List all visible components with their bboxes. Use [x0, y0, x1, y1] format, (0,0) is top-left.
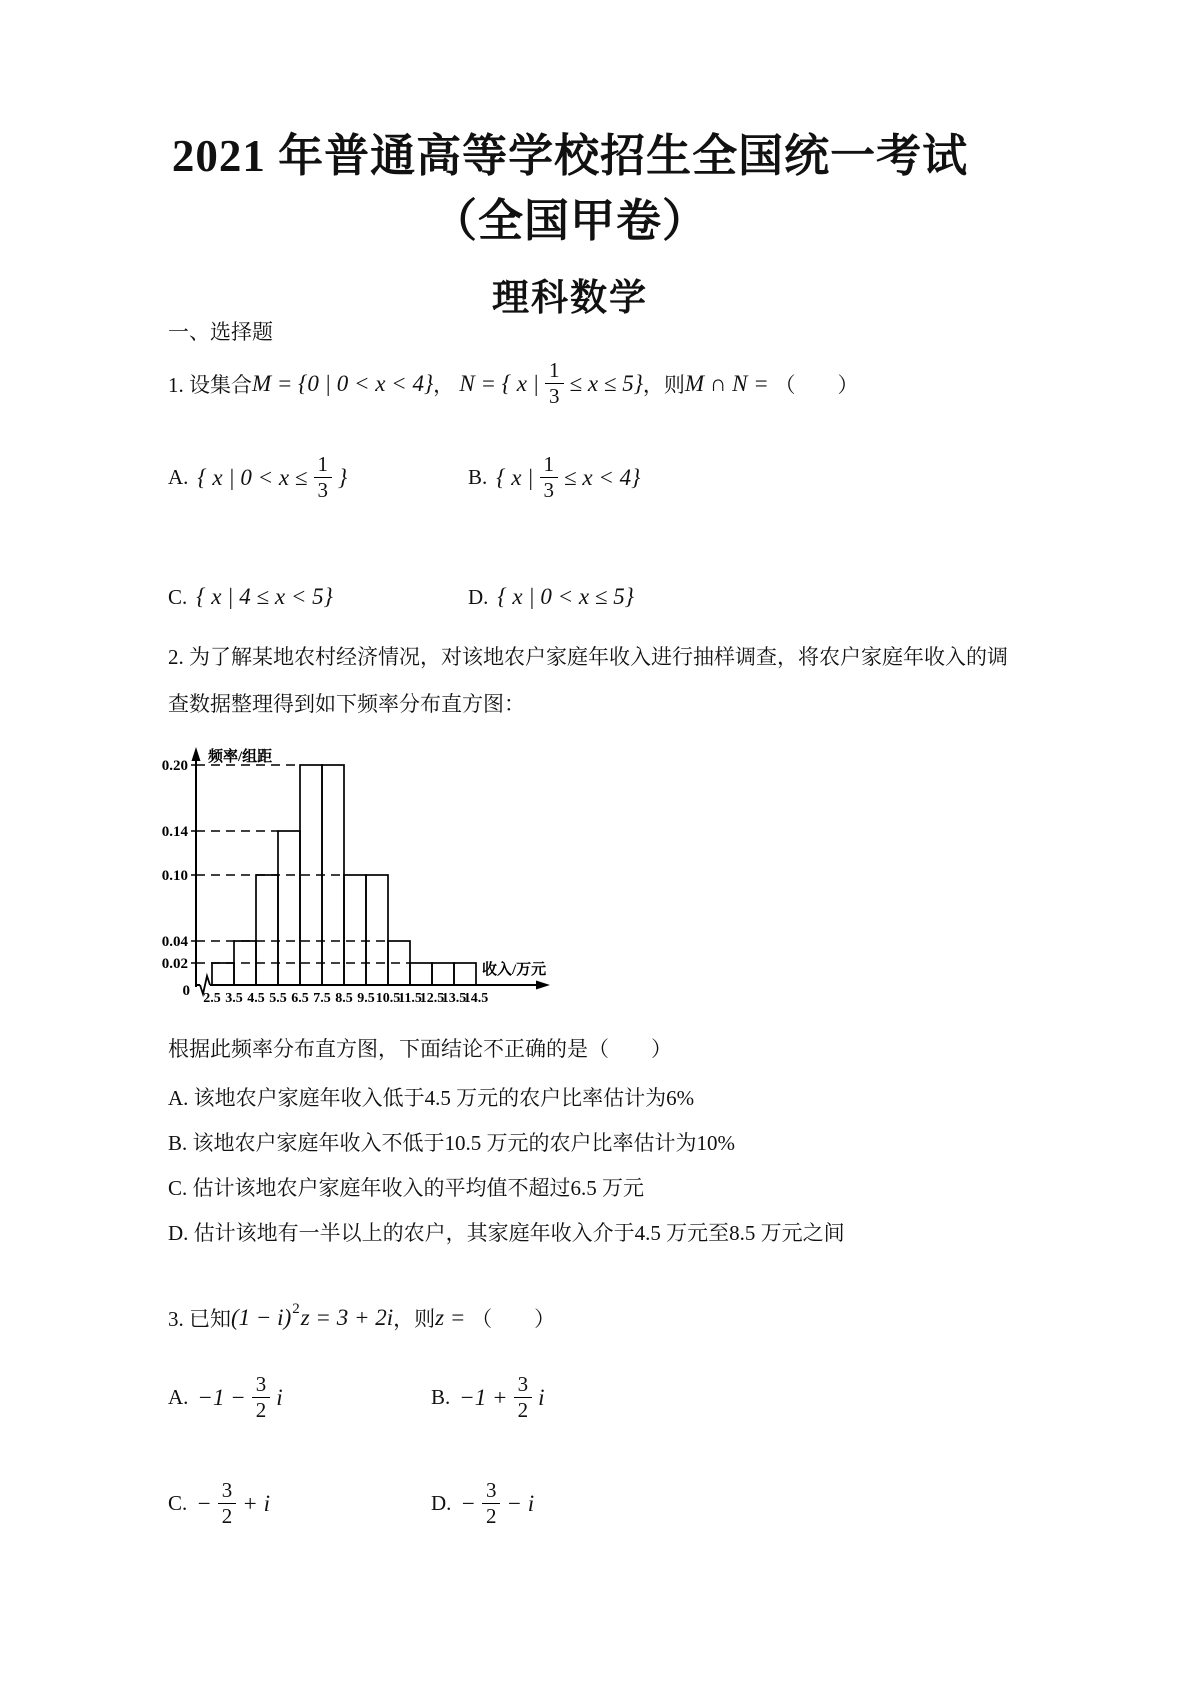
q3-option-d: [431, 1478, 534, 1529]
option-a-label: A.: [168, 1385, 189, 1410]
fraction-one-third: [540, 452, 559, 503]
histogram-bar: [366, 875, 388, 985]
q3-option-b-post: i: [538, 1384, 545, 1410]
fraction-denominator: 3: [543, 478, 554, 503]
fraction-numerator: 1: [545, 358, 564, 384]
fraction-numerator: 3: [482, 1478, 501, 1504]
q1-set-m: M = {0 | 0 < x < 4}: [252, 370, 434, 396]
x-tick-label: 8.5: [335, 991, 353, 1006]
q3-z-equals: z =: [435, 1305, 472, 1330]
q1-answer-paren: （ ）: [774, 372, 859, 397]
q1-option-d: [468, 584, 634, 610]
q1-option-b-pre: { x |: [496, 464, 534, 490]
q1-separator: ，: [433, 372, 460, 397]
q3-option-a: [168, 1372, 431, 1423]
x-tick-label: 6.5: [291, 991, 309, 1006]
fraction-denominator: 2: [221, 1504, 233, 1529]
question-2-stem-line2: 查数据整理得到如下频率分布直方图：: [168, 692, 525, 716]
histogram-bar: [344, 875, 366, 985]
fraction-one-third: [314, 452, 333, 503]
question-3-options-ab: [168, 1372, 544, 1423]
x-tick-label: 5.5: [269, 991, 287, 1006]
x-tick-label: 14.5: [463, 991, 489, 1006]
histogram-bar: [212, 963, 234, 985]
y-tick-label: 0.04: [161, 934, 188, 950]
fraction-three-halves: [218, 1478, 237, 1529]
question-3-options-cd: [168, 1478, 534, 1529]
histogram-bar: [278, 831, 300, 985]
fraction-numerator: 1: [314, 452, 333, 478]
q1-option-c-text: { x | 4 ≤ x < 5}: [196, 584, 333, 609]
histogram-bar: [410, 963, 432, 985]
x-tick-label: 9.5: [357, 991, 375, 1006]
question-1-stem: [168, 358, 859, 409]
q1-option-a: [168, 452, 468, 503]
q1-stem-text: 1. 设集合: [168, 372, 252, 397]
fraction-denominator: 3: [549, 384, 560, 409]
fraction-denominator: 2: [517, 1398, 529, 1423]
q3-base-expression: (1 − i): [231, 1305, 292, 1330]
option-b-label: B.: [468, 465, 488, 490]
fraction-numerator: 3: [252, 1372, 271, 1398]
question-1-options-ab: [168, 452, 640, 503]
q2-option-a: A. 该地农户家庭年收入低于4.5 万元的农户比率估计为6%: [168, 1086, 695, 1110]
histogram-svg: [160, 743, 615, 1011]
option-c-label: C.: [168, 1491, 188, 1516]
y-axis-title: 频率/组距: [208, 749, 273, 765]
q1-option-b-post: ≤ x < 4}: [564, 464, 641, 490]
fraction-three-halves: [252, 1372, 271, 1423]
y-tick-label: 0.14: [161, 824, 188, 840]
q3-option-b-pre: −1 +: [459, 1384, 508, 1410]
q3-option-a-pre: −1 −: [197, 1384, 246, 1410]
histogram-bar: [432, 963, 454, 985]
q1-option-c: [168, 584, 468, 610]
q1-option-d-text: { x | 0 < x ≤ 5}: [497, 584, 634, 609]
section-heading: 一、选择题: [168, 320, 273, 344]
exam-title-line2: （全国甲卷）: [431, 196, 708, 247]
q3-answer-paren: （ ）: [471, 1307, 556, 1331]
q2-option-d: D. 估计该地有一半以上的农户，其家庭年收入介于4.5 万元至8.5 万元之间: [168, 1221, 845, 1245]
q1-then-text: ，则: [642, 372, 685, 397]
x-axis-arrow: [536, 981, 550, 990]
q3-option-a-post: i: [276, 1384, 283, 1410]
x-tick-label: 13.5: [441, 991, 467, 1006]
x-tick-label: 7.5: [313, 991, 331, 1006]
y-tick-label: 0.20: [161, 758, 188, 774]
question-1-options-cd: [168, 584, 634, 610]
q3-option-b: [431, 1372, 544, 1423]
exam-title: [130, 124, 1010, 255]
option-a-label: A.: [168, 465, 189, 490]
q3-option-c-pre: −: [196, 1490, 212, 1516]
q3-option-d-post: − i: [506, 1490, 535, 1516]
y-tick-label: 0.10: [161, 868, 188, 884]
histogram-bar: [256, 875, 278, 985]
y-tick-label: 0.02: [161, 956, 188, 972]
q3-then-text: ，则: [393, 1307, 436, 1331]
fraction-numerator: 3: [514, 1372, 533, 1398]
fraction-denominator: 2: [255, 1398, 267, 1423]
q3-stem-text: 3. 已知: [168, 1307, 231, 1331]
x-tick-label: 3.5: [225, 991, 243, 1006]
fraction-denominator: 3: [317, 478, 329, 503]
x-tick-label: 4.5: [247, 991, 265, 1006]
x-tick-label: 10.5: [375, 991, 401, 1006]
y-tick-label: 0: [182, 983, 190, 999]
fraction-denominator: 2: [485, 1504, 497, 1529]
q1-intersection: M ∩ N =: [684, 370, 775, 396]
histogram-bar: [454, 963, 476, 985]
q3-option-d-pre: −: [460, 1490, 476, 1516]
x-tick-label: 11.5: [398, 991, 422, 1006]
q1-option-a-pre: { x | 0 < x ≤: [197, 464, 308, 490]
exam-title-line1: 2021 年普通高等学校招生全国统一考试: [171, 131, 969, 181]
q2-option-b: B. 该地农户家庭年收入不低于10.5 万元的农户比率估计为10%: [168, 1131, 735, 1155]
q1-set-n-post: ≤ x ≤ 5}: [569, 370, 643, 396]
fraction-numerator: 1: [540, 452, 559, 478]
option-d-label: D.: [431, 1491, 452, 1516]
q3-equation: z = 3 + 2i: [300, 1305, 394, 1330]
q3-option-c-post: + i: [242, 1490, 270, 1516]
x-tick-label: 12.5: [419, 991, 445, 1006]
option-b-label: B.: [431, 1385, 451, 1410]
exam-subtitle: 理科数学: [492, 277, 648, 319]
q3-exponent: 2: [292, 1300, 300, 1317]
option-c-label: C.: [168, 584, 188, 609]
fraction-three-halves: [482, 1478, 501, 1529]
x-tick-label: 2.5: [203, 991, 221, 1006]
fraction-one-third: [545, 358, 564, 409]
question-3-stem: [168, 1300, 556, 1333]
y-axis-arrow: [192, 747, 201, 761]
question-2-stem-line1: 2. 为了解某地农村经济情况，对该地农户家庭年收入进行抽样调查，将农户家庭年收入的调: [168, 645, 1008, 669]
q2-option-c: C. 估计该地农户家庭年收入的平均值不超过6.5 万元: [168, 1176, 645, 1200]
fraction-three-halves: [514, 1372, 533, 1423]
q3-option-c: [168, 1478, 431, 1529]
fraction-numerator: 3: [218, 1478, 237, 1504]
q1-option-b: [468, 452, 640, 503]
q1-option-a-post: }: [338, 464, 348, 490]
exam-title-block: [130, 124, 1010, 321]
frequency-histogram: [160, 743, 615, 1016]
x-axis-title: 收入/万元: [482, 962, 547, 978]
question-2-prompt: 根据此频率分布直方图，下面结论不正确的是（ ）: [168, 1037, 672, 1061]
option-d-label: D.: [468, 584, 489, 609]
q1-set-n-pre: N = { x |: [459, 370, 539, 396]
